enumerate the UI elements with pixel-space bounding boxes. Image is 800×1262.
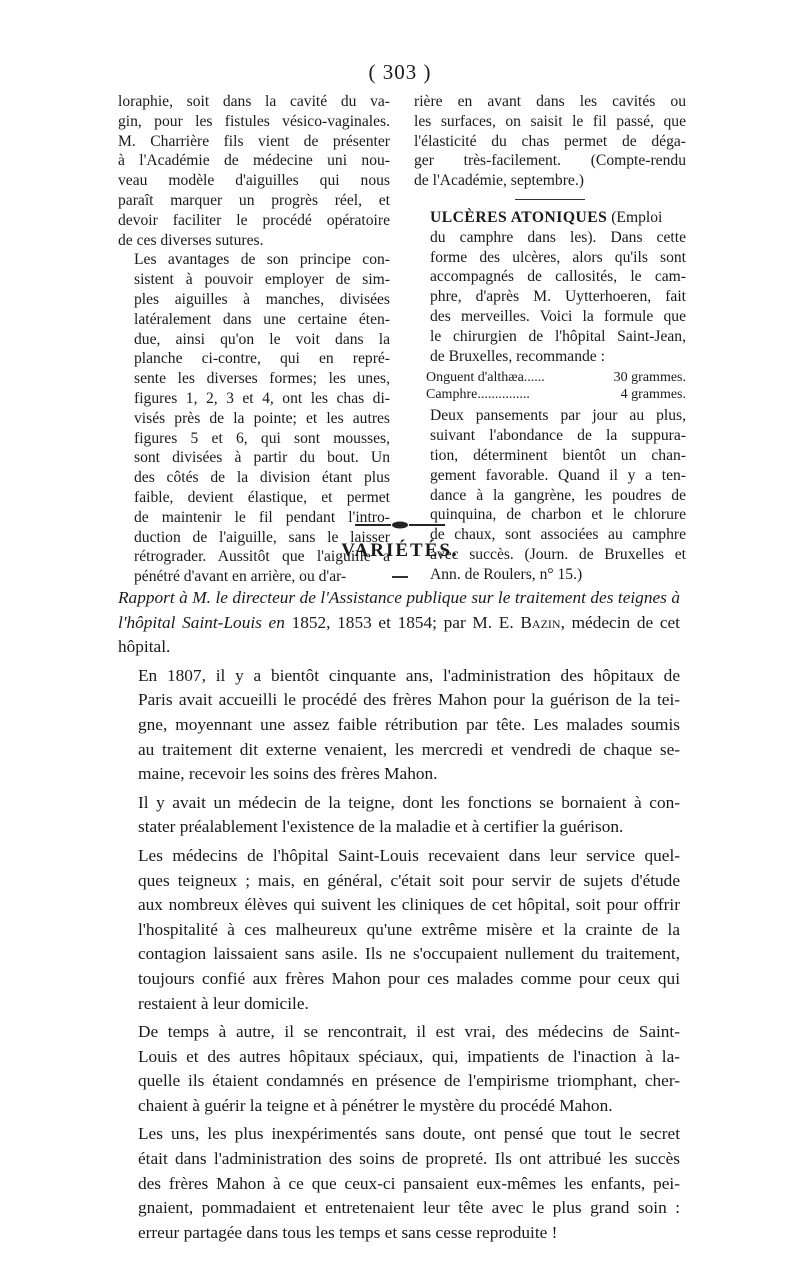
- text-line: à l'Académie de médecine uni nou-: [118, 152, 390, 170]
- text-line: le chirurgien de l'hôpital Saint-Jean,: [430, 327, 686, 345]
- text-line: était dans l'administration des soins de propreté. Ils ont attribué les succès: [138, 1149, 680, 1169]
- body-paragraph-2: [118, 791, 680, 840]
- ulceres-heading: ULCÈRES ATONIQUES: [430, 208, 608, 226]
- text-line: rière en avant dans les cavités ou: [414, 93, 686, 110]
- text-line: latéralement dans une certaine éten-: [134, 310, 390, 328]
- title-dash: [392, 576, 408, 578]
- report-author: Bazin: [520, 612, 561, 632]
- text-line: stater préalablement l'existence de la maladie et à certifier la guérison.: [138, 817, 624, 837]
- text-line: de ces diverses sutures.: [118, 231, 264, 249]
- report-title-by: ; par M. E.: [432, 612, 521, 632]
- text-line: tion, déterminent bientôt un chan-: [430, 446, 686, 464]
- text-line: Les uns, les plus inexpérimentés sans doute, ont pensé que tout le secret: [138, 1124, 680, 1144]
- text-line: de chaux, sont associées au camphre: [430, 526, 686, 544]
- text-line: devoir faciliter le procédé opératoire: [118, 211, 390, 229]
- text-line: erreur partagée dans tous les temps et sans cesse reproduite !: [138, 1222, 558, 1242]
- text-line: ples aiguilles à manches, divisées: [134, 290, 390, 308]
- text-line: chaient à guérir la teigne et à pénétrer le mystère du procédé Mahon.: [138, 1095, 613, 1115]
- text-line: des merveilles. Voici la formule que: [430, 307, 686, 325]
- recipe-quantity: 30 grammes.: [613, 370, 686, 386]
- text-line: de Bruxelles, recommande :: [430, 347, 605, 365]
- text-line: loraphie, soit dans la cavité du va-: [118, 93, 390, 110]
- recipe-item: Camphre...............: [426, 387, 530, 403]
- text-line: des côtés de la division étant plus: [134, 469, 390, 487]
- report-title: [118, 586, 680, 660]
- recipe-row: [426, 386, 686, 403]
- text-line: ques teigneux ; mais, en général, c'était soit pour servir de sujets d'étude: [138, 870, 680, 890]
- text-line: au traitement dit externe venaient, les mercredi et vendredi de chaque se-: [138, 739, 680, 759]
- text-line: rétrograder. Aussitôt que l'aiguille a: [134, 548, 390, 566]
- text-line: gin, pour les fistules vésico-vaginales.: [118, 112, 390, 130]
- text-line: Paris avait accueilli le procédé des frères Mahon pour la guérison de la tei-: [138, 690, 680, 710]
- text-line: restaient à leur domicile.: [138, 993, 309, 1013]
- body-paragraph-5: [118, 1122, 680, 1245]
- text-line: toujours confié aux frères Mahon pour ces malades comme pour ceux qui: [138, 968, 680, 988]
- text-line: De temps à autre, il se rencontrait, il est vrai, des médecins de Saint-: [138, 1022, 680, 1042]
- recipe-row: [426, 369, 686, 386]
- text-line: sont divisées à partir du bout. Un: [134, 449, 390, 467]
- text-line: l'hospitalité à ces malheureux qu'une extrême misère et la crainte de la: [138, 919, 680, 939]
- recipe-list: [426, 369, 686, 403]
- text-line: faible, devient élastique, et permet: [134, 488, 390, 506]
- text-line: forme des ulcères, alors qu'ils sont: [430, 248, 686, 266]
- recipe-quantity: 4 grammes.: [620, 387, 686, 403]
- text-line: sistent à pouvoir employer de sim-: [134, 271, 390, 289]
- text-line: des frères Mahon à ce que ceux-ci pansaient eux-mêmes les enfants, pei-: [138, 1173, 680, 1193]
- text-line: gne, moyennant une assez faible rétribution par tête. Les malades soumis: [138, 714, 680, 734]
- text-line: Deux pansements par jour au plus,: [430, 407, 686, 425]
- text-line: duction de l'aiguille, sans le laisser: [134, 528, 390, 546]
- text-line: dance à la gangrène, les poudres de: [430, 486, 686, 504]
- text-line: de l'Académie, septembre.): [414, 172, 584, 190]
- text-line: accompagnés de callosités, le cam-: [430, 268, 686, 286]
- body-paragraph-3: [118, 844, 680, 1016]
- text-line: aux nombreux élèves qui suivent les cliniques de cet hôpital, soit pour offrir: [138, 895, 680, 915]
- text-line: gnaient, pommadaient et entretenaient leur tête avec le plus grand soin :: [138, 1198, 680, 1218]
- text-line: du camphre dans les). Dans cette: [430, 228, 686, 246]
- recipe-item: Onguent d'althæa......: [426, 370, 545, 386]
- page-number: ( 303 ): [368, 60, 432, 84]
- body-paragraph-4: [118, 1020, 680, 1118]
- text-line: Ann. de Roulers, n° 15.): [430, 565, 583, 583]
- text-line: En 1807, il y a bientôt cinquante ans, l'administration des hôpitaux de: [138, 665, 680, 685]
- body-paragraph-1: [118, 664, 680, 787]
- report-title-years: 1852, 1853 et 1854: [291, 612, 433, 632]
- two-column-section: [118, 92, 686, 587]
- text-line: (Emploi: [607, 208, 663, 226]
- text-line: l'élasticité du chas permet de déga-: [414, 132, 686, 150]
- text-line: planche ci-contre, qui en repré-: [134, 350, 390, 368]
- text-line: suivant l'abondance de la suppura-: [430, 427, 686, 445]
- text-line: figures 1, 2, 3 et 4, ont les chas di-: [134, 389, 390, 407]
- right-column: [414, 92, 686, 587]
- report-title-role: , médecin de cet hôpital.: [118, 612, 680, 657]
- text-line: ger très-facilement. (Compte-rendu: [414, 152, 686, 170]
- left-paragraph-2: [118, 250, 390, 587]
- text-line: paraît marquer un progrès réel, et: [118, 191, 390, 209]
- ulceres-paragraph: [414, 208, 686, 366]
- short-separator: [515, 199, 585, 200]
- text-line: sente les diverses formes; les unes,: [134, 370, 390, 388]
- report-title-text: Rapport à M. le directeur de l'Assistance publique sur le traitement des teignes à l'hôpital Saint-Louis en: [118, 588, 680, 632]
- text-line: de maintenir le fil pendant l'intro-: [134, 508, 390, 526]
- text-line: phre, d'après M. Uytterhoeren, fait: [430, 288, 686, 306]
- text-line: Les avantages de son principe con-: [134, 251, 390, 269]
- text-line: Il y avait un médecin de la teigne, dont les fonctions se bornaient à con-: [138, 792, 680, 812]
- text-line: visés près de la pointe; et les autres: [134, 409, 390, 427]
- ornament-divider: [355, 518, 445, 532]
- text-line: Les médecins de l'hôpital Saint-Louis recevaient dans leur service quel-: [138, 845, 680, 865]
- section-title: VARIÉTÉS.: [341, 540, 459, 561]
- text-line: les surfaces, on saisit le fil passé, que: [414, 112, 686, 130]
- text-line: quinquina, de charbon et le chlorure: [430, 506, 686, 524]
- left-paragraph-1: [118, 92, 390, 250]
- text-line: figures 5 et 6, qui sont mousses,: [134, 429, 390, 447]
- text-line: pénétré d'avant en arrière, ou d'ar-: [134, 568, 347, 586]
- text-line: M. Charrière fils vient de présenter: [118, 132, 390, 150]
- text-line: contagion laissaient sans asile. Ils ne s'occupaient nullement du traitement,: [138, 944, 680, 964]
- text-line: avec succès. (Journ. de Bruxelles et: [430, 545, 686, 563]
- full-width-article: [118, 586, 680, 1245]
- right-paragraph-1: [414, 92, 686, 191]
- text-line: maine, recevoir les soins des frères Mahon.: [138, 764, 438, 784]
- text-line: veau modèle d'aiguilles qui nous: [118, 172, 390, 190]
- text-line: Louis et des autres hôpitaux spéciaux, qui, impatients de l'inaction à la-: [138, 1046, 680, 1066]
- left-column: [118, 92, 390, 587]
- text-line: quelle ils étaient condamnés en présence de l'empirisme triomphant, cher-: [138, 1071, 680, 1091]
- text-line: due, ainsi qu'on le voit dans la: [134, 330, 390, 348]
- text-line: gement favorable. Quand il y a ten-: [430, 466, 686, 484]
